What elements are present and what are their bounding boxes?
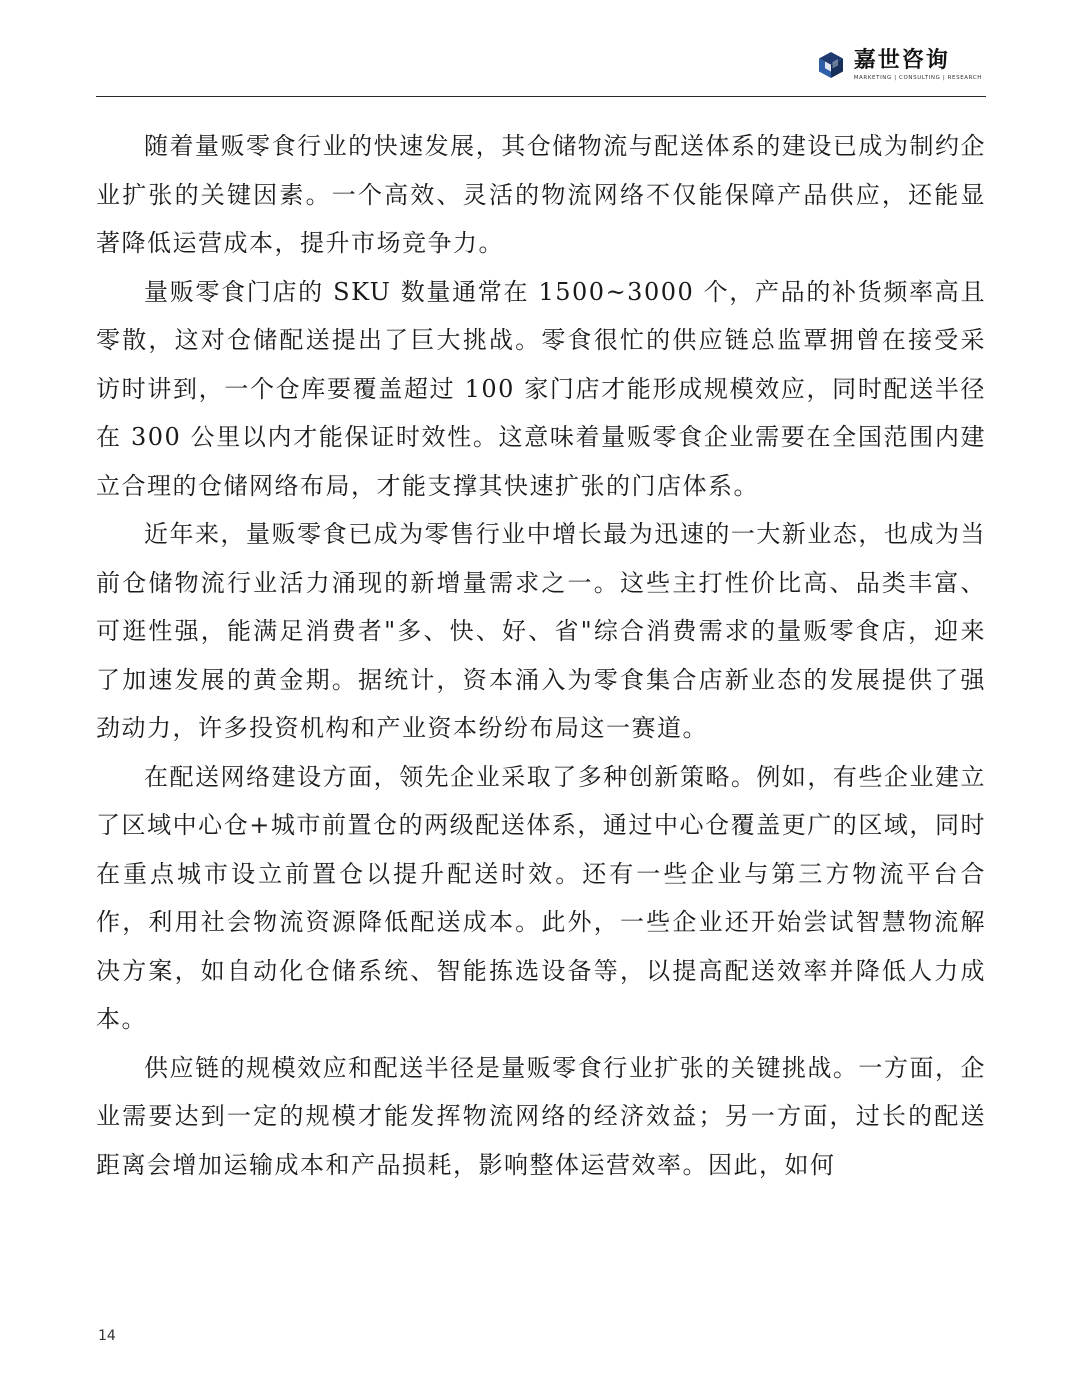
paragraph-4: 在配送网络建设方面，领先企业采取了多种创新策略。例如，有些企业建立了区域中心仓+城市前置仓的两级配送体系，通过中心仓覆盖更广的区域，同时在重点城市设立前置仓以提升配送时效。还有一些企业与第三方物流平台合作，利用社会物流资源降低配送成本。此外，一些企业还开始尝试智慧物流解决方案，如自动化仓储系统、智能拣选设备等，以提高配送效率并降低人力成本。 <box>96 762 986 1033</box>
header-divider <box>96 96 986 97</box>
logo-tagline: MARKETING | CONSULTING | RESEARCH <box>853 75 982 81</box>
company-logo <box>816 48 982 82</box>
page-number: 14 <box>98 1328 116 1344</box>
logo-name: 嘉世咨询 <box>853 48 950 73</box>
paragraph-3: 近年来，量贩零食已成为零售行业中增长最为迅速的一大新业态，也成为当前仓储物流行业活力涌现的新增量需求之一。这些主打性价比高、品类丰富、可逛性强，能满足消费者"多、快、好、省"综合消费需求的量贩零食店，迎来了加速发展的黄金期。据统计，资本涌入为零食集合店新业态的发展提供了强劲动力，许多投资机构和产业资本纷纷布局这一赛道。 <box>96 520 986 742</box>
logo-cube-icon <box>816 50 846 80</box>
paragraph-1: 随着量贩零食行业的快速发展，其仓储物流与配送体系的建设已成为制约企业扩张的关键因素。一个高效、灵活的物流网络不仅能保障产品供应，还能显著降低运营成本，提升市场竞争力。 <box>96 132 986 257</box>
page-header <box>96 40 986 96</box>
body-text <box>96 122 986 1189</box>
paragraph-2: 量贩零食门店的 SKU 数量通常在 1500~3000 个，产品的补货频率高且零散，这对仓储配送提出了巨大挑战。零食很忙的供应链总监覃拥曾在接受采访时讲到，一个仓库要覆盖超过 100 家门店才能形成规模效应，同时配送半径在 300 公里以内才能保证时效性。这意味着量贩零食企业需要在全国范围内建立合理的仓储网络布局，才能支撑其快速扩张的门店体系。 <box>96 277 986 500</box>
paragraph-5: 供应链的规模效应和配送半径是量贩零食行业扩张的关键挑战。一方面，企业需要达到一定的规模才能发挥物流网络的经济效益；另一方面，过长的配送距离会增加运输成本和产品损耗，影响整体运营效率。因此，如何 <box>96 1053 986 1179</box>
